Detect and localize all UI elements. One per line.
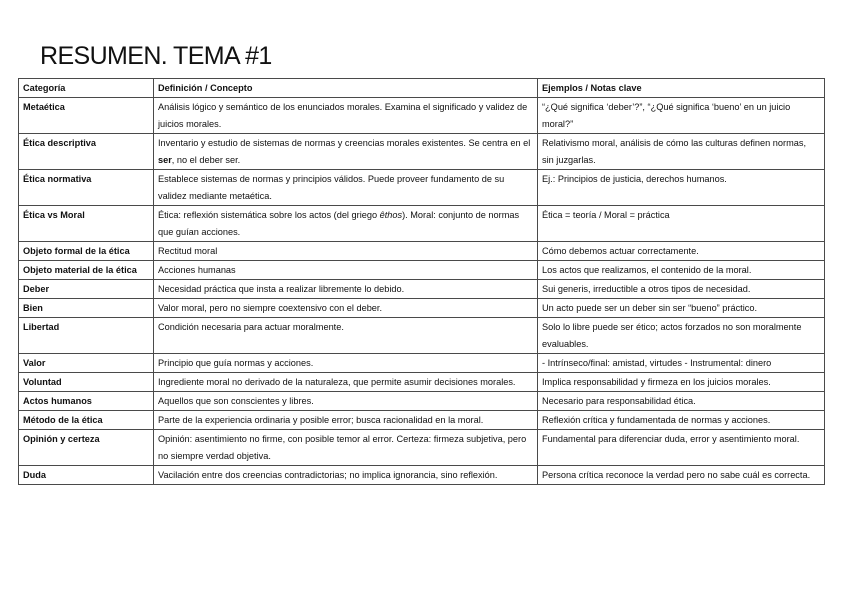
table-row	[19, 354, 825, 373]
category-cell: Opinión y certeza	[19, 430, 154, 466]
category-cell: Objeto material de la ética	[19, 261, 154, 280]
table-row	[19, 299, 825, 318]
definition-cell	[154, 318, 538, 354]
table-header-row	[19, 79, 825, 98]
text-segment: Vacilación entre dos creencias contradictorias; no implica ignorancia, sino reflexión.	[158, 470, 498, 480]
notes-cell: - Intrínseco/final: amistad, virtudes - Instrumental: dinero	[538, 354, 825, 373]
text-segment: Rectitud moral	[158, 246, 218, 256]
text-segment: Aquellos que son conscientes y libres.	[158, 396, 314, 406]
category-cell: Bien	[19, 299, 154, 318]
text-segment: , no el deber ser.	[171, 155, 241, 165]
table-row	[19, 206, 825, 242]
category-cell: Objeto formal de la ética	[19, 242, 154, 261]
notes-cell: Sui generis, irreductible a otros tipos de necesidad.	[538, 280, 825, 299]
definition-cell	[154, 411, 538, 430]
table-row	[19, 430, 825, 466]
notes-cell: Solo lo libre puede ser ético; actos forzados no son moralmente evaluables.	[538, 318, 825, 354]
definition-cell	[154, 206, 538, 242]
page-title: RESUMEN. TEMA #1	[40, 42, 272, 70]
text-segment: Opinión: asentimiento no firme, con posible temor al error. Certeza: firmeza subjetiva, pero no siempre verdad objetiva.	[158, 434, 527, 461]
column-header-definition: Definición / Concepto	[154, 79, 538, 98]
category-cell: Deber	[19, 280, 154, 299]
table-row	[19, 170, 825, 206]
notes-cell: Reflexión crítica y fundamentada de normas y acciones.	[538, 411, 825, 430]
definition-cell	[154, 354, 538, 373]
notes-cell: Los actos que realizamos, el contenido de la moral.	[538, 261, 825, 280]
column-header-category: Categoría	[19, 79, 154, 98]
table-row	[19, 466, 825, 485]
category-cell: Voluntad	[19, 373, 154, 392]
category-cell: Libertad	[19, 318, 154, 354]
notes-cell: Ej.: Principios de justicia, derechos humanos.	[538, 170, 825, 206]
definition-cell	[154, 242, 538, 261]
category-cell: Método de la ética	[19, 411, 154, 430]
text-segment: Condición necesaria para actuar moralmente.	[158, 322, 344, 332]
table-row	[19, 392, 825, 411]
notes-cell: Relativismo moral, análisis de cómo las culturas definen normas, sin juzgarlas.	[538, 134, 825, 170]
table-row	[19, 242, 825, 261]
table-body	[19, 98, 825, 485]
table-row	[19, 280, 825, 299]
text-segment: Inventario y estudio de sistemas de normas y creencias morales existentes. Se centra en el	[158, 138, 531, 148]
table-row	[19, 261, 825, 280]
category-cell: Valor	[19, 354, 154, 373]
table-row	[19, 373, 825, 392]
definition-cell	[154, 170, 538, 206]
notes-cell: Implica responsabilidad y firmeza en los juicios morales.	[538, 373, 825, 392]
summary-table	[18, 78, 825, 485]
text-segment: ). Moral: conjunto de normas que guían acciones.	[158, 210, 520, 237]
text-segment: Ética: reflexión sistemática sobre los actos (del griego	[158, 210, 380, 220]
column-header-examples: Ejemplos / Notas clave	[538, 79, 825, 98]
category-cell: Actos humanos	[19, 392, 154, 411]
text-segment: Necesidad práctica que insta a realizar libremente lo debido.	[158, 284, 405, 294]
definition-cell	[154, 98, 538, 134]
table-row	[19, 318, 825, 354]
definition-cell	[154, 392, 538, 411]
category-cell: Ética descriptiva	[19, 134, 154, 170]
italic-text: êthos	[379, 210, 403, 220]
table-row	[19, 98, 825, 134]
text-segment: Ingrediente moral no derivado de la naturaleza, que permite asumir decisiones morales.	[158, 377, 516, 387]
definition-cell	[154, 466, 538, 485]
table-row	[19, 134, 825, 170]
notes-cell: Cómo debemos actuar correctamente.	[538, 242, 825, 261]
text-segment: Acciones humanas	[158, 265, 236, 275]
category-cell: Metaética	[19, 98, 154, 134]
bold-text: ser	[158, 155, 172, 165]
definition-cell	[154, 430, 538, 466]
definition-cell	[154, 280, 538, 299]
definition-cell	[154, 373, 538, 392]
text-segment: Establece sistemas de normas y principios válidos. Puede proveer fundamento de su validez mediante metaética.	[158, 174, 505, 201]
category-cell: Ética normativa	[19, 170, 154, 206]
notes-cell: Un acto puede ser un deber sin ser “bueno” práctico.	[538, 299, 825, 318]
definition-cell	[154, 134, 538, 170]
category-cell: Ética vs Moral	[19, 206, 154, 242]
notes-cell: Persona crítica reconoce la verdad pero no sabe cuál es correcta.	[538, 466, 825, 485]
notes-cell: Fundamental para diferenciar duda, error y asentimiento moral.	[538, 430, 825, 466]
notes-cell: Necesario para responsabilidad ética.	[538, 392, 825, 411]
definition-cell	[154, 261, 538, 280]
text-segment: Parte de la experiencia ordinaria y posible error; busca racionalidad en la moral.	[158, 415, 484, 425]
notes-cell: “¿Qué significa ‘deber’?”, “¿Qué significa ‘bueno’ en un juicio moral?”	[538, 98, 825, 134]
text-segment: Análisis lógico y semántico de los enunciados morales. Examina el significado y validez de juicios morales.	[158, 102, 528, 129]
definition-cell	[154, 299, 538, 318]
notes-cell: Ética = teoría / Moral = práctica	[538, 206, 825, 242]
table-row	[19, 411, 825, 430]
text-segment: Valor moral, pero no siempre coextensivo con el deber.	[158, 303, 383, 313]
text-segment: Principio que guía normas y acciones.	[158, 358, 314, 368]
category-cell: Duda	[19, 466, 154, 485]
